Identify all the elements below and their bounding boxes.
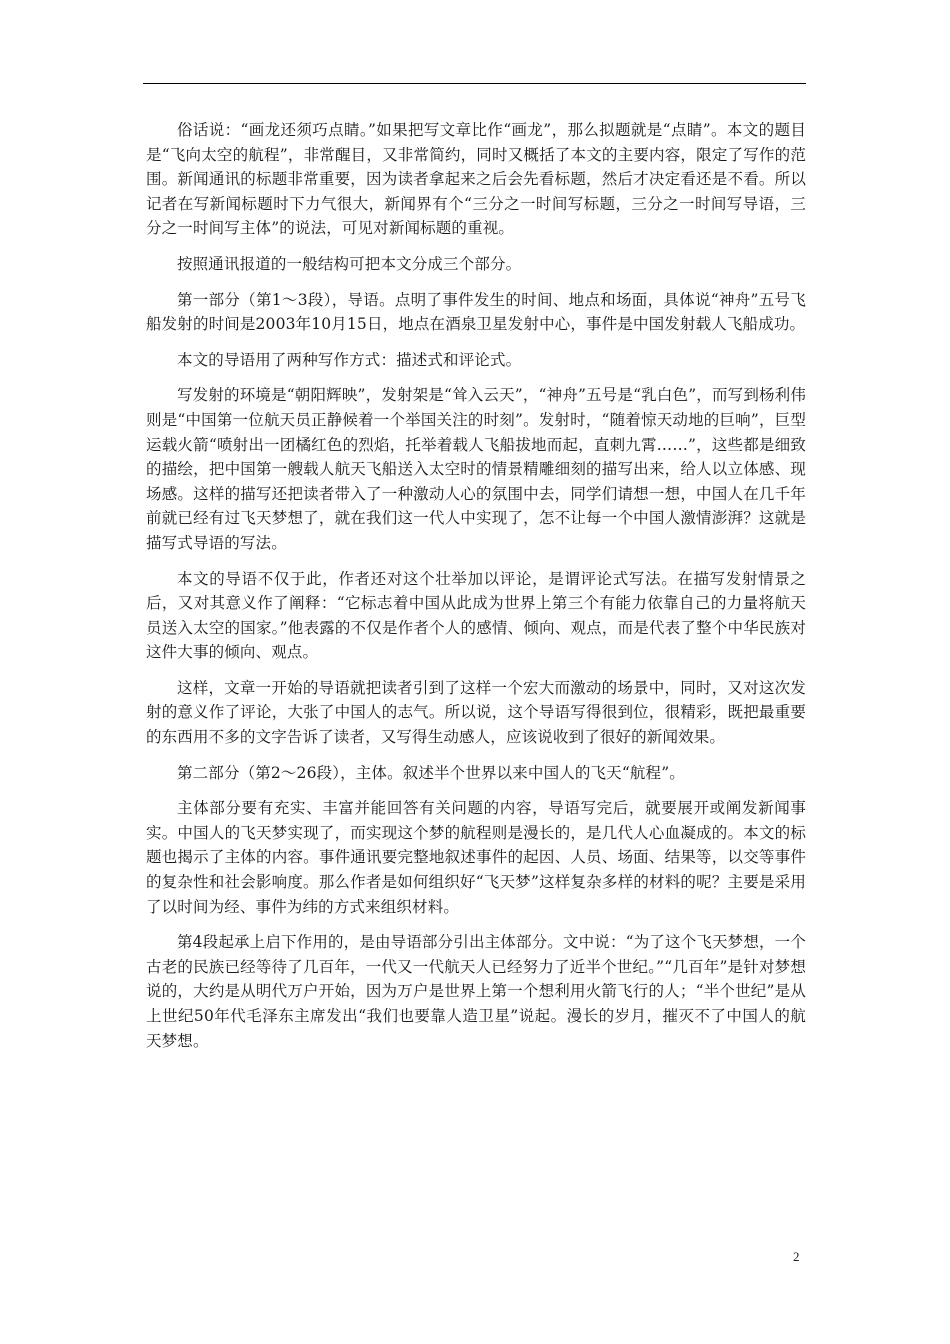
paragraph-7: 这样，文章一开始的导语就把读者引到了这样一个宏大而激动的场景中，同时，又对这次发射的意义作了评论，大张了中国人的志气。所以说，这个导语写得很到位，很精彩，既把最重要的东西用不多的文字告诉了读者，又写得生动感人，应该说收到了很好的新闻效果。 xyxy=(146,678,806,747)
paragraph-6: 本文的导语不仅于此，作者还对这个壮举加以评论，是谓评论式写法。在描写发射情景之后，又对其意义作了阐释：“它标志着中国从此成为世界上第三个有能力依靠自己的力量将航天员送入太空的国家。”他表露的不仅是作者个人的感情、倾向、观点，而是代表了整个中华民族对这件大事的倾向、观点。 xyxy=(146,569,806,662)
paragraph-3: 第一部分（第1～3段），导语。点明了事件发生的时间、地点和场面，具体说“神舟”五号飞船发射的时间是2003年10月15日，地点在酒泉卫星发射中心，事件是中国发射载人飞船成功。 xyxy=(146,290,806,334)
header-rule xyxy=(143,83,806,84)
paragraph-8: 第二部分（第2～26段），主体。叙述半个世界以来中国人的飞天“航程”。 xyxy=(177,763,685,782)
paragraph-10: 第4段起承上启下作用的，是由导语部分引出主体部分。文中说：“为了这个飞天梦想，一个古老的民族已经等待了几百年，一代又一代航天人已经努力了近半个世纪。”“几百年”是针对梦想说的，大约是从明代万户开始，因为万户是世界上第一个想利用火箭飞行的人；“半个世纪”是从上世纪50年代毛泽东主席发出“我们也要靠人造卫星”说起。漫长的岁月，摧灭不了中国人的航天梦想。 xyxy=(146,933,806,1050)
paragraph-1: 俗话说：“画龙还须巧点睛。”如果把写文章比作“画龙”，那么拟题就是“点睛”。本文的题目是“飞向太空的航程”，非常醒目，又非常简约，同时又概括了本文的主要内容，限定了写作的范围。新闻通讯的标题非常重要，因为读者拿起来之后会先看标题，然后才决定看还是不看。所以记者在写新闻标题时下力气很大，新闻界有个“三分之一时间写标题，三分之一时间写导语，三分之一时间写主体”的说法，可见对新闻标题的重视。 xyxy=(146,121,806,238)
paragraph-2: 按照通讯报道的一般结构可把本文分成三个部分。 xyxy=(177,254,522,273)
paragraph-5: 写发射的环境是“朝阳辉映”，发射架是“耸入云天”，“神舟”五号是“乳白色”，而写到杨利伟则是“中国第一位航天员正静候着一个举国关注的时刻”。发射时，“随着惊天动地的巨响”，巨型运载火箭“喷射出一团橘红色的烈焰，托举着载人飞船拔地而起，直刺九霄……”，这些都是细致的描绘，把中国第一艘载人航天飞船送入太空时的情景精雕细刻的描写出来，给人以立体感、现场感。这样的描写还把读者带入了一种激动人心的氛围中去，同学们请想一想，中国人在几千年前就已经有过飞天梦想了，就在我们这一代人中实现了，怎不让每一个中国人激情澎湃？这就是描写式导语的写法。 xyxy=(146,386,806,552)
document-body xyxy=(146,118,806,1064)
paragraph-9: 主体部分要有充实、丰富并能回答有关问题的内容，导语写完后，就要展开或阐发新闻事实。中国人的飞天梦实现了，而实现这个梦的航程则是漫长的，是几代人心血凝成的。本文的标题也揭示了主体的内容。事件通讯要完整地叙述事件的起因、人员、场面、结果等，以交等事件的复杂性和社会影响度。那么作者是如何组织好“飞天梦”这样复杂多样的材料的呢？主要是采用了以时间为经、事件为纬的方式来组织材料。 xyxy=(146,799,806,916)
paragraph-4: 本文的导语用了两种写作方式：描述式和评论式。 xyxy=(177,350,522,369)
page-number: 2 xyxy=(793,1249,800,1264)
